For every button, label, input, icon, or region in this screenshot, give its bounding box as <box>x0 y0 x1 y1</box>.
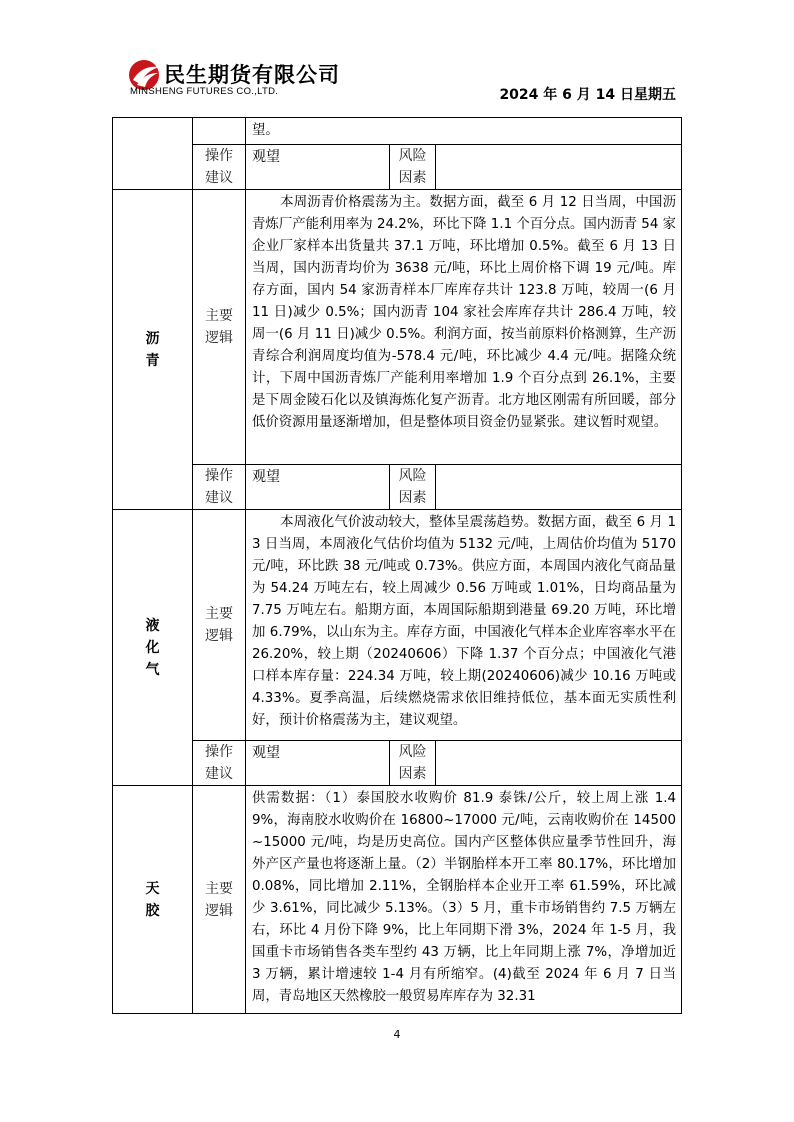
risk-label: 风险因素 <box>390 145 436 190</box>
table-row <box>113 190 682 465</box>
report-date: 2024 年 6 月 14 日星期五 <box>499 87 676 103</box>
table-row <box>113 465 682 510</box>
logic-text-continued: 望。 <box>246 118 682 145</box>
table-row <box>113 741 682 786</box>
page-number: 4 <box>393 1028 401 1041</box>
rubber-logic-text: 供需数据：（1）泰国胶水收购价 81.9 泰铢/公斤，较上周上涨 1.49%，海南胶水收购价在 16800~17000 元/吨，云南收购价在 14500~15000 元/吨，均是历史高位。国内产区整体供应量季节性回升，海外产区产量也将逐渐上量。（2）半钢胎样本开工率 80.17%，环比增加 0.08%，同比增加 2.11%，全钢胎样本企业开工率 61.59%，环比减少 3.61%，同比减少 5.13%。（3）5 月，重卡市场销售约 7.5 万辆左右，环比 4 月份下降 9%，比上年同期下滑 3%，2024 年 1-5 月，我国重卡市场销售各类车型约 43 万辆，比上年同期上涨 7%，净增加近 3 万辆，累计增速较 1-4 月有所缩窄。(4)截至 2024 年 6 月 7 日当周，青岛地区天然橡胶一般贸易库库存为 32.31 <box>246 786 682 1014</box>
company-logo <box>128 58 368 102</box>
logic-label: 主要逻辑 <box>193 786 246 1014</box>
asphalt-advice-text: 观望 <box>246 465 390 510</box>
asphalt-logic-text: 本周沥青价格震荡为主。数据方面，截至 6 月 12 日当周，中国沥青炼厂产能利用率为 24.2%，环比下降 1.1 个百分点。国内沥青 54 家企业厂家样本出货量共 37.1 万吨，环比增加 0.5%。截至 6 月 13 日当周，国内沥青均价为 3638 元/吨，环比上周价格下调 19 元/吨。库存方面，国内 54 家沥青样本厂库库存共计 123.8 万吨，较周一(6 月 11 日)减少 0.5%；国内沥青 104 家社会库库存共计 286.4 万吨，较周一(6 月 11 日)减少 0.5%。利润方面，按当前原料价格测算，生产沥青综合利润周度均值为-578.4 元/吨，环比减少 4.4 元/吨。据隆众统计，下周中国沥青炼厂产能利用率增加 1.9 个百分点到 26.1%，主要是下周金陵石化以及镇海炼化复产沥青。北方地区刚需有所回暖，部分低价资源用量逐渐增加，但是整体项目资金仍显紧张。建议暂时观望。 <box>246 190 682 465</box>
logic-label: 主要逻辑 <box>193 190 246 465</box>
label-cell-empty <box>193 118 246 145</box>
advice-text: 观望 <box>246 145 390 190</box>
lpg-logic-text: 本周液化气价波动较大，整体呈震荡趋势。数据方面，截至 6 月 13 日当周，本周液化气估价均值为 5132 元/吨，上周估价均值为 5170 元/吨，环比跌 38 元/吨或 0.73%。供应方面，本周国内液化气商品量为 54.24 万吨左右，较上周减少 0.56 万吨或 1.01%，日均商品量为 7.75 万吨左右。船期方面，本周国际船期到港量 69.20 万吨，环比增加 6.79%，以山东为主。库存方面，中国液化气样本企业库容率水平在 26.20%，较上期（20240606）下降 1.37 个百分点；中国液化气港口样本库存量：224.34 万吨，较上期(20240606)减少 10.16 万吨或 4.33%。夏季高温，后续燃烧需求依旧维持低位，基本面无实质性利好，预计价格震荡为主，建议观望。 <box>246 510 682 741</box>
company-name-cn: 民生期货有限公司 <box>164 63 340 87</box>
lpg-advice-text: 观望 <box>246 741 390 786</box>
commodity-table <box>112 117 682 1014</box>
advice-label: 操作建议 <box>193 741 246 786</box>
page-header <box>0 0 794 118</box>
advice-label: 操作建议 <box>193 465 246 510</box>
asphalt-risk-text <box>436 465 682 510</box>
table-row <box>113 118 682 145</box>
table-row <box>113 510 682 741</box>
risk-label: 风险因素 <box>390 465 436 510</box>
table-row <box>113 786 682 1014</box>
category-rubber: 天胶 <box>113 786 193 1014</box>
category-cell-continued <box>113 118 193 190</box>
risk-label: 风险因素 <box>390 741 436 786</box>
table-row <box>113 145 682 190</box>
logic-label: 主要逻辑 <box>193 510 246 741</box>
category-asphalt: 沥青 <box>113 190 193 510</box>
risk-text <box>436 145 682 190</box>
advice-label: 操作建议 <box>193 145 246 190</box>
lpg-risk-text <box>436 741 682 786</box>
company-name-en: MINSHENG FUTURES CO.,LTD. <box>130 86 279 97</box>
category-lpg: 液化气 <box>113 510 193 786</box>
